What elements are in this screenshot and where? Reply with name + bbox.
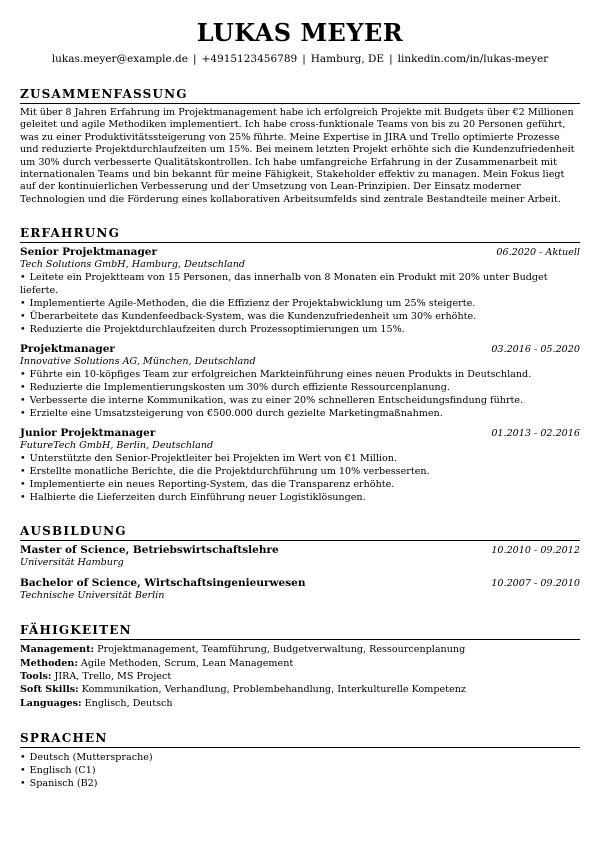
education-header <box>20 544 580 557</box>
contact-separator: | <box>192 53 197 65</box>
language-item: • Englisch (C1) <box>20 764 580 777</box>
education-section <box>20 523 580 602</box>
languages-list <box>20 751 580 790</box>
job-bullet: • Erzielte eine Umsatzsteigerung von €500.000 durch gezielte Marketingmaßnahmen. <box>20 407 580 420</box>
job-company: Tech Solutions GmbH, Hamburg, Deutschland <box>20 259 246 271</box>
education-date: 10.2007 - 09.2010 <box>491 578 580 590</box>
section-title: ERFAHRUNG <box>20 225 580 243</box>
job-company: FutureTech GmbH, Berlin, Deutschland <box>20 440 214 452</box>
contact-location: Hamburg, DE <box>310 53 385 65</box>
job-entry <box>20 343 580 420</box>
job-date: 03.2016 - 05.2020 <box>491 344 580 356</box>
skills-label: Methoden: <box>20 657 78 669</box>
contact-phone: +4915123456789 <box>201 53 298 65</box>
job-bullet: • Implementierte ein neues Reporting-System, das die Transparenz erhöhte. <box>20 478 580 491</box>
job-company: Innovative Solutions AG, München, Deutschland <box>20 356 256 368</box>
job-header <box>20 246 580 259</box>
contact-linkedin: linkedin.com/in/lukas-meyer <box>397 53 549 65</box>
job-entry <box>20 246 580 336</box>
education-header <box>20 577 580 590</box>
job-bullet: • Erstellte monatliche Berichte, die die Projektdurchführung um 10% verbesserten. <box>20 465 580 478</box>
skills-row <box>20 643 580 656</box>
section-title: AUSBILDUNG <box>20 523 580 541</box>
skills-label: Soft Skills: <box>20 684 79 696</box>
languages-section <box>20 730 580 790</box>
job-bullet: • Reduzierte die Projektdurchlaufzeiten durch Prozessoptimierungen um 15%. <box>20 323 580 336</box>
contact-email: lukas.meyer@example.de <box>51 53 188 65</box>
summary-text: Mit über 8 Jahren Erfahrung im Projektmanagement habe ich erfolgreich Projekte mit Budgets über €2 Millionen geleitet und agile Methodiken implementiert. Ich habe cross-funktionale Teams von bis zu 20 Personen geführt, was zu einer Produktivitätssteigerung von 25% führte. Meine Expertise in JIRA und Trello optimierte Prozesse und reduzierte Projektdurchlaufzeiten um 15%. Bei meinem letzten Projekt erhöhte sich die Kundenzufriedenheit um 30% durch verbesserte Qualitätskontrollen. Ich habe umfangreiche Erfahrung in der Zusammenarbeit mit internationalen Teams und bin bekannt für meine Fähigkeit, Stakeholder effektiv zu managen. Mein Fokus liegt auf der kontinuierlichen Verbesserung und der Umsetzung von Lean-Prinzipien. Der Einsatz moderner Technologien und die Förderung eines kollaborativen Arbeitsumfelds sind zentrale Bestandteile meiner Arbeit. <box>20 107 575 205</box>
skills-row <box>20 670 580 683</box>
contact-separator: | <box>389 53 393 65</box>
job-bullet: • Überarbeitete das Kundenfeedback-System, was die Kundenzufriedenheit um 30% erhöhte. <box>20 310 580 323</box>
skills-label: Tools: <box>20 671 52 683</box>
contact-line <box>20 52 580 66</box>
job-bullets <box>20 368 580 420</box>
skills-value: JIRA, Trello, MS Project <box>54 671 172 683</box>
job-title: Senior Projektmanager <box>20 246 158 259</box>
skills-label: Languages: <box>20 697 82 709</box>
experience-section <box>20 225 580 504</box>
job-bullets <box>20 452 580 504</box>
job-header <box>20 343 580 356</box>
skills-row <box>20 697 580 710</box>
section-title: ZUSAMMENFASSUNG <box>20 86 580 104</box>
section-title: SPRACHEN <box>20 730 580 748</box>
job-bullet: • Unterstützte den Senior-Projektleiter bei Projekten im Wert von €1 Million. <box>20 452 580 465</box>
education-entry <box>20 544 580 569</box>
skills-row <box>20 683 580 696</box>
job-bullet: • Halbierte die Lieferzeiten durch Einführung neuer Logistiklösungen. <box>20 491 580 504</box>
job-title: Junior Projektmanager <box>20 427 156 440</box>
skills-value: Projektmanagement, Teamführung, Budgetverwaltung, Ressourcenplanung <box>97 644 466 656</box>
job-bullet: • Verbesserte die interne Kommunikation, was zu einer 20% schnelleren Entscheidungsfindung führte. <box>20 394 580 407</box>
contact-separator: | <box>302 53 306 65</box>
job-entry <box>20 427 580 504</box>
summary-section <box>20 86 580 206</box>
education-entry <box>20 577 580 602</box>
education-school: Universität Hamburg <box>20 557 124 569</box>
language-item: • Deutsch (Muttersprache) <box>20 751 580 764</box>
education-school: Technische Universität Berlin <box>20 590 165 602</box>
education-date: 10.2010 - 09.2012 <box>491 545 580 557</box>
job-bullet: • Implementierte Agile-Methoden, die die Effizienz der Projektabwicklung um 25% steigerte. <box>20 297 580 310</box>
skills-row <box>20 657 580 670</box>
skills-section <box>20 622 580 710</box>
job-bullet: • Leitete ein Projektteam von 15 Personen, das innerhalb von 8 Monaten ein Produkt mit 20% unter Budget lieferte. <box>20 271 580 297</box>
candidate-name: LUKAS MEYER <box>196 18 404 47</box>
job-bullet: • Führte ein 10-köpfiges Team zur erfolgreichen Markteinführung eines neuen Produkts in Deutschland. <box>20 368 580 381</box>
skills-value: Kommunikation, Verhandlung, Problembehandlung, Interkulturelle Kompetenz <box>81 684 466 696</box>
resume-page <box>20 0 580 790</box>
job-date: 01.2013 - 02.2016 <box>491 428 580 440</box>
skills-label: Management: <box>20 644 95 656</box>
section-title: FÄHIGKEITEN <box>20 622 580 640</box>
job-header <box>20 427 580 440</box>
job-bullets <box>20 271 580 336</box>
job-date: 06.2020 - Aktuell <box>496 247 580 259</box>
education-degree: Bachelor of Science, Wirtschaftsingenieurwesen <box>20 577 306 590</box>
skills-value: Englisch, Deutsch <box>84 697 173 709</box>
education-degree: Master of Science, Betriebswirtschaftslehre <box>20 544 279 557</box>
skills-value: Agile Methoden, Scrum, Lean Management <box>80 657 294 669</box>
language-item: • Spanisch (B2) <box>20 777 580 790</box>
job-title: Projektmanager <box>20 343 115 356</box>
job-bullet: • Reduzierte die Implementierungskosten um 30% durch effiziente Ressourcenplanung. <box>20 381 580 394</box>
